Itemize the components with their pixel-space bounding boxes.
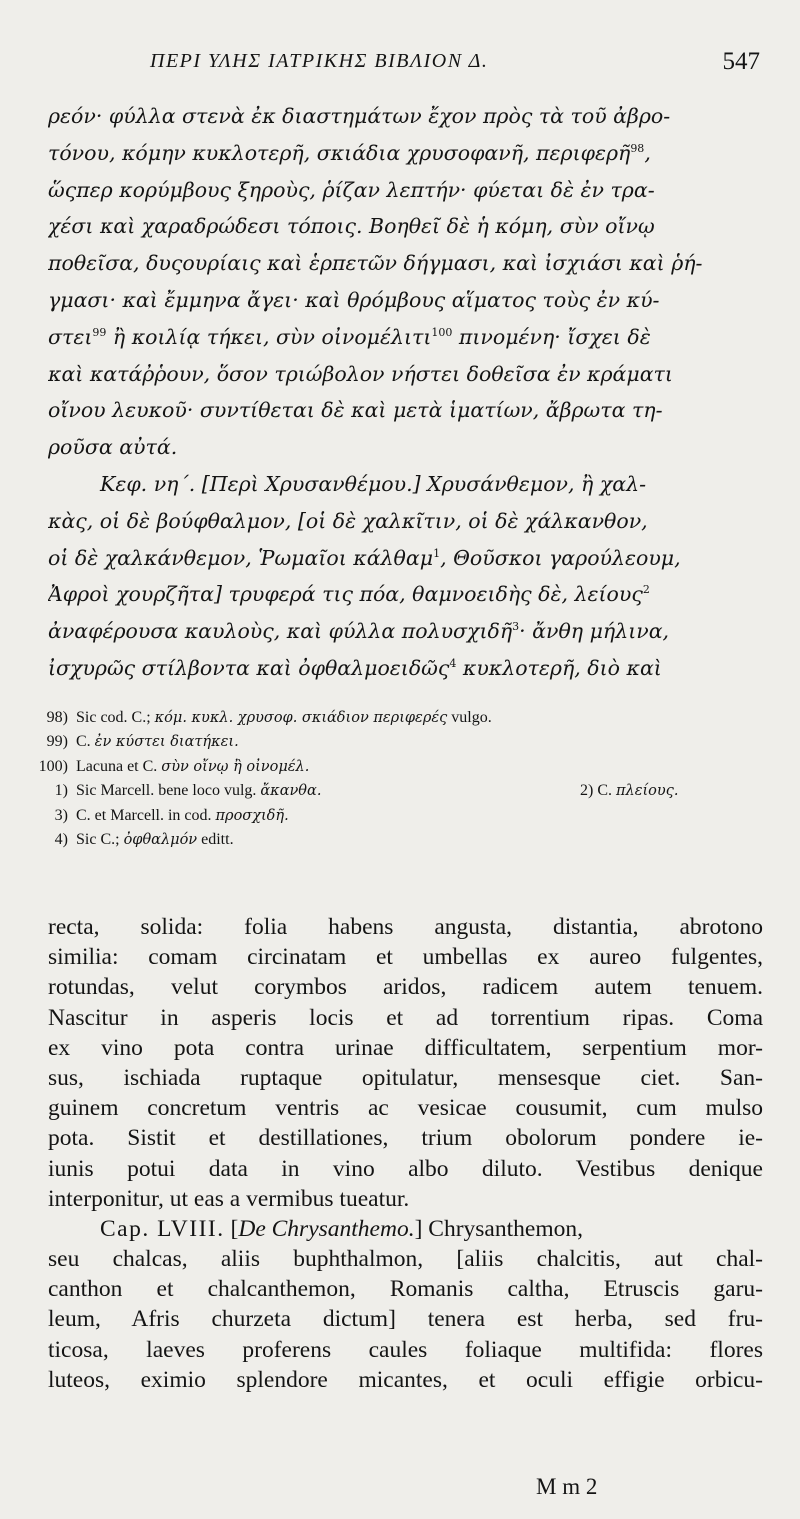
signature-mark: M m 2	[536, 1474, 598, 1499]
footnote-ref: 2	[642, 583, 650, 597]
latin-text-block	[48, 912, 763, 1395]
footnote-ref: 98	[630, 141, 645, 155]
footnote: 3) C. et Marcell. in cod. προσχιδῆ.	[54, 806, 289, 824]
greek-line: καὶ κατάῤῥουν, ὅσον τριώβολον νήστει δοθεῖσα ἐν κράματι	[48, 361, 673, 386]
greek-line: ὥςπερ κορύμβους ξηροὺς, ῥίζαν λεπτήν· φύεται δὲ ἐν τρα-	[48, 177, 655, 202]
footnote: 100) Lacuna et C. σὺν οἴνῳ ἢ οἰνομέλ.	[38, 757, 310, 775]
greek-line: ἀναφέρουσα καυλοὺς, καὶ φύλλα πολυσχιδῆ$^3$· ἄνθη μήλινα,	[48, 619, 670, 644]
latin-line: guinem concretum ventris ac vesicae cousumit, cum mulso	[48, 1095, 763, 1122]
latin-line: canthon et chalcanthemon, Romanis caltha, Etruscis garu-	[48, 1276, 763, 1303]
running-header	[150, 48, 760, 88]
chapter-number: Cap. LVIII.	[100, 1215, 225, 1242]
footnote-ref: 99	[92, 325, 107, 339]
latin-line: ticosa, laeves proferens caules foliaque multifida: flores	[48, 1336, 763, 1363]
chapter-title: De Chrysanthemo.	[238, 1215, 415, 1242]
page-number: 547	[722, 48, 760, 75]
greek-chapter-heading-line: Κεφ. νη΄. [Περὶ Χρυσανθέμου.] Χρυσάνθεμον, ἢ χαλ-	[100, 471, 647, 496]
greek-line: χέσι καὶ χαραδρώδεσι τόποις. Βοηθεῖ δὲ ἡ κόμη, σὺν οἴνῳ	[48, 214, 655, 239]
footnote-ref: 100	[431, 325, 453, 339]
greek-line: τόνου, κόμην κυκλοτερῆ, σκιάδια χρυσοφανῆ, περιφερῆ$^{98}$,	[48, 140, 651, 165]
latin-line: Nascitur in asperis locis et ad torrentium ripas. Coma	[48, 1004, 763, 1031]
greek-line: ρεόν· φύλλα στενὰ ἐκ διαστημάτων ἔχον πρὸς τὰ τοῦ ἀβρο-	[48, 104, 671, 128]
greek-line: κὰς, οἱ δὲ βούφθαλμον, [οἱ δὲ χαλκῖτιν, οἱ δὲ χάλκανθον,	[48, 508, 648, 533]
footnote: 1) Sic Marcell. bene loco vulg. ἄκανθα. 2) C. πλείους.	[36, 779, 766, 803]
greek-line: ροῦσα αὐτά.	[48, 435, 178, 460]
footnote: 98) Sic cod. C.; κόμ. κυκλ. χρυσοφ. σκιάδιον περιφερές vulgo.	[46, 709, 492, 726]
latin-line: iunis potui data in vino albo diluto. Vestibus denique	[48, 1155, 763, 1182]
latin-line: recta, solida: folia habens angusta, distantia, abrotono	[48, 914, 763, 940]
greek-line: ἰσχυρῶς στίλβοντα καὶ ὀφθαλμοειδῶς$^4$ κυκλοτερῆ, διὸ καὶ	[48, 655, 662, 680]
latin-chapter-heading-line: Cap. LVIII. [De Chrysanthemo.] Chrysanthemon,	[100, 1215, 583, 1242]
latin-line: ex vino pota contra urinae difficultatem, serpentium mor-	[48, 1034, 763, 1061]
footnotes	[36, 706, 766, 852]
greek-text-block	[48, 98, 763, 687]
latin-line: leum, Afris churzeta dictum] tenera est herba, sed fru-	[48, 1306, 763, 1333]
greek-line: ποθεῖσα, δυςουρίαις καὶ ἑρπετῶν δήγμασι, καὶ ἰσχιάσι καὶ ῥή-	[48, 251, 703, 276]
running-title: ΠΕΡΙ ΥΛΗΣ ΙΑΤΡΙΚΗΣ ΒΙΒΛΙΟΝ Δ.	[150, 50, 489, 72]
greek-line: Ἀφροὶ χουρζῆτα] τρυφερά τις πόα, θαμνοειδὴς δὲ, λείους$^2$	[48, 582, 650, 607]
greek-line: οἱ δὲ χαλκάνθεμον, Ῥωμαῖοι κάλθαμ$^1$, Θοῦσκοι γαρούλεουμ,	[48, 545, 681, 570]
footnote: 99) C. ἐν κύστει διατήκει.	[46, 733, 239, 751]
latin-line: similia: comam circinatam et umbellas ex aureo fulgentes,	[48, 944, 763, 971]
latin-line: luteos, eximio splendore micantes, et oculi effigie orbicu-	[48, 1366, 763, 1393]
latin-line: sus, ischiada ruptaque opitulatur, mensesque ciet. San-	[48, 1064, 763, 1091]
footnote-ref: 3	[512, 620, 520, 634]
footnote-ref: 1	[433, 546, 441, 560]
latin-line: seu chalcas, aliis buphthalmon, [aliis chalcitis, aut chal-	[48, 1246, 763, 1273]
footnote: 2) C. πλείους.	[580, 782, 679, 800]
latin-line: interponitur, ut eas a vermibus tueatur.	[48, 1185, 410, 1212]
greek-line: στει$^{99}$ ἢ κοιλίᾳ τήκει, σὺν οἰνομέλιτι$^{100}$ πινομένη· ἴσχει δὲ	[48, 324, 651, 349]
footnote: 4) Sic C.; ὀφθαλμόν editt.	[54, 830, 234, 848]
greek-line: οἴνου λευκοῦ· συντίθεται δὲ καὶ μετὰ ἱματίων, ἄβρωτα τη-	[48, 398, 663, 423]
latin-line: pota. Sistit et destillationes, trium obolorum pondere ie-	[48, 1125, 763, 1152]
greek-line: γμασι· καὶ ἔμμηνα ἄγει· καὶ θρόμβους αἵματος τοὺς ἐν κύ-	[48, 287, 660, 312]
footnote-ref: 4	[449, 656, 457, 670]
latin-line: rotundas, velut corymbos aridos, radicem autem tenuem.	[48, 974, 763, 1001]
